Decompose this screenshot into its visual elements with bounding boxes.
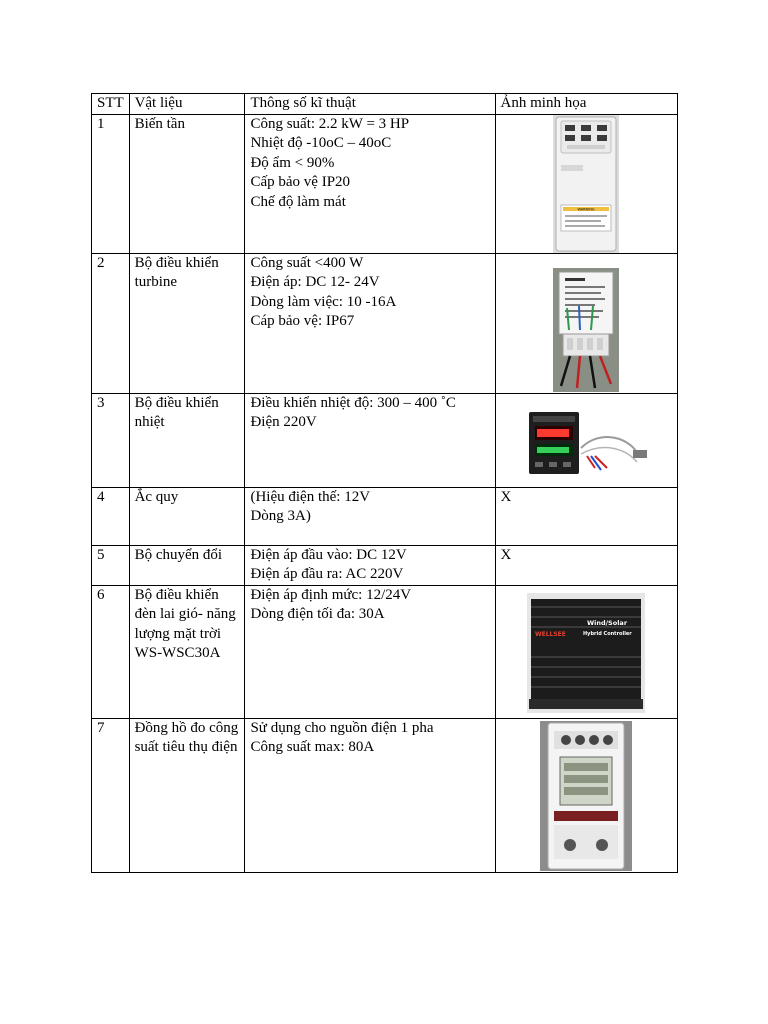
cell-specs [245,253,495,393]
table-row [92,253,678,393]
svg-text:Hybrid Controller: Hybrid Controller [583,630,633,637]
cell-stt: 5 [92,545,130,585]
inverter-photo [553,115,619,253]
no-image-mark: X [500,546,512,563]
cell-specs [245,487,495,545]
spec-table [91,93,678,873]
spec-line: Công suất <400 W [250,254,364,271]
spec-line: Cáp bảo vệ: IP67 [250,313,355,329]
cell-image [495,393,677,487]
spec-line: Chế độ làm mát [250,193,346,210]
cell-material: Bộ điều khiển turbine [129,253,245,393]
spec-line: Độ ẩm < 90% [250,154,335,171]
cell-image [495,114,677,253]
cell-material: Đồng hồ đo công suất tiêu thụ điện [129,718,245,872]
table-row [92,585,678,718]
table-row [92,393,678,487]
spec-line: Điện áp định mức: 12/24V [250,586,412,603]
cell-material: Biến tần [129,114,245,253]
spec-line: Nhiệt độ -10oC – 40oC [250,135,392,151]
spec-line: Điện 220V [250,414,317,430]
cell-material: Bộ chuyển đổi [129,545,245,585]
cell-image [495,718,677,872]
header-stt: STT [92,94,130,115]
spec-line: Công suất max: 80A [250,739,375,755]
cell-material: Ắc quy [129,487,245,545]
header-specs: Thông số kĩ thuật [245,94,495,115]
cell-image [495,253,677,393]
turbine-controller-photo [553,268,619,392]
table-row [92,487,678,545]
table-row [92,545,678,585]
temperature-controller-photo [521,408,651,480]
svg-text:Wind/Solar: Wind/Solar [587,618,628,627]
cell-stt: 3 [92,393,130,487]
spec-line: Công suất: 2.2 kW = 3 HP [250,115,410,132]
spec-line: Cấp bảo vệ IP20 [250,174,351,190]
svg-text:WELLSEE: WELLSEE [535,630,567,638]
cell-specs [245,114,495,253]
spec-line: Dòng điện tối đa: 30A [250,606,385,622]
hybrid-controller-photo [527,593,645,713]
cell-stt: 2 [92,253,130,393]
cell-specs [245,585,495,718]
header-image: Ảnh minh họa [495,94,677,115]
cell-material: Bộ điều khiển nhiệt [129,393,245,487]
table-row [92,114,678,253]
cell-image [495,487,677,545]
spec-line: Điện áp đầu ra: AC 220V [250,566,404,582]
header-material: Vật liệu [129,94,245,115]
spec-line: (Hiệu điện thế: 12V [250,488,371,505]
cell-image [495,545,677,585]
cell-specs [245,393,495,487]
svg-text:WARNING: WARNING [577,207,595,211]
table-row [92,718,678,872]
spec-line: Sử dụng cho nguồn điện 1 pha [250,719,434,736]
cell-stt: 4 [92,487,130,545]
no-image-mark: X [500,488,512,505]
spec-line: Điện áp: DC 12- 24V [250,274,380,290]
cell-stt: 7 [92,718,130,872]
power-meter-photo [540,721,632,871]
cell-specs [245,545,495,585]
spec-line: Dòng 3A) [250,508,311,524]
spec-line: Điện áp đầu vào: DC 12V [250,546,407,563]
spec-line: Điều khiển nhiệt độ: 300 – 400 ˚C [250,394,456,411]
cell-image [495,585,677,718]
spec-line: Dòng làm việc: 10 -16A [250,293,397,310]
cell-stt: 6 [92,585,130,718]
cell-specs [245,718,495,872]
cell-stt: 1 [92,114,130,253]
table-header-row [92,94,678,115]
cell-material: Bộ điều khiển đèn lai gió- năng lượng mặt trời WS-WSC30A [129,585,245,718]
